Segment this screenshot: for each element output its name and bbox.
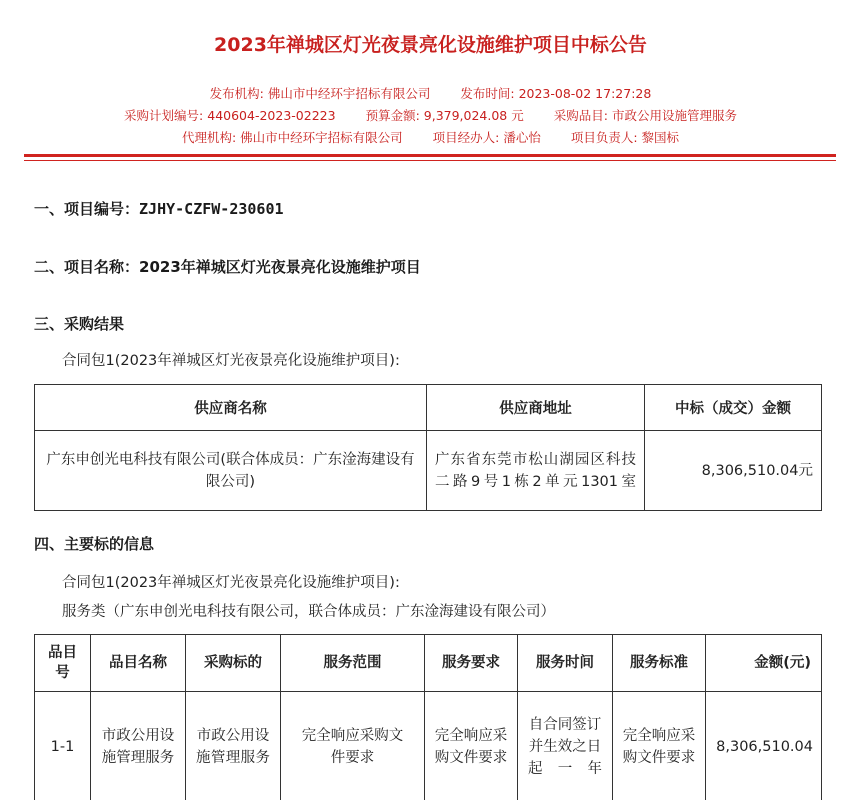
col-award-amount: 中标（成交）金额 bbox=[645, 385, 822, 431]
section-procurement-result: 三、采购结果 bbox=[34, 315, 125, 333]
section-2-label: 二、项目名称： bbox=[34, 258, 140, 276]
agency-label: 代理机构: bbox=[181, 130, 237, 145]
result-table-header bbox=[35, 385, 822, 431]
budget-label: 预算金额: bbox=[365, 108, 420, 123]
procurement-target-cell: 市政公用设施管理服务 bbox=[186, 692, 281, 800]
col-procurement-target: 采购标的 bbox=[186, 635, 281, 692]
supplier-name-cell: 广东申创光电科技有限公司(联合体成员：广东淦海建设有限公司) bbox=[35, 431, 427, 511]
publish-time-label: 发布时间: bbox=[460, 86, 515, 101]
publisher-value: 佛山市中经环宇招标有限公司 bbox=[267, 86, 431, 101]
agency-value: 佛山市中经环宇招标有限公司 bbox=[240, 130, 403, 145]
table-row bbox=[35, 692, 822, 800]
items-package-label: 合同包1(2023年禅城区灯光夜景亮化设施维护项目): bbox=[62, 575, 400, 591]
col-service-scope: 服务范围 bbox=[281, 635, 425, 692]
publisher-label: 发布机构: bbox=[209, 86, 264, 101]
manager-value: 潘心怡 bbox=[503, 130, 541, 145]
publisher-pair bbox=[210, 84, 431, 102]
supplier-address-cell: 广东省东莞市松山湖园区科技二路9号1栋2单元1301室 bbox=[427, 431, 645, 511]
service-category-label: 服务类（广东申创光电科技有限公司，联合体成员：广东淦海建设有限公司） bbox=[62, 604, 555, 620]
items-table bbox=[34, 634, 822, 800]
category-label: 采购品目: bbox=[553, 108, 608, 123]
leader-label: 项目负责人: bbox=[570, 130, 638, 145]
project-number-value: ZJHY-CZFW-230601 bbox=[139, 200, 284, 218]
meta-row-1 bbox=[0, 84, 861, 102]
publish-time-pair bbox=[460, 84, 651, 102]
header-divider-thin bbox=[24, 160, 836, 161]
item-name-cell: 市政公用设施管理服务 bbox=[91, 692, 186, 800]
item-amount-cell: 8,306,510.04 bbox=[706, 692, 822, 800]
table-row bbox=[35, 431, 822, 511]
col-item-name: 品目名称 bbox=[91, 635, 186, 692]
leader-value: 黎国标 bbox=[641, 130, 680, 145]
service-requirement-cell: 完全响应采购文件要求 bbox=[425, 692, 518, 800]
page-title: 2023年禅城区灯光夜景亮化设施维护项目中标公告 bbox=[214, 34, 647, 56]
category-pair bbox=[554, 106, 737, 124]
plan-no-label: 采购计划编号: bbox=[124, 108, 204, 123]
col-service-standard: 服务标准 bbox=[613, 635, 706, 692]
col-item-no: 品目号 bbox=[35, 635, 91, 692]
manager-label: 项目经办人: bbox=[432, 130, 500, 145]
leader-pair bbox=[571, 128, 679, 146]
manager-pair bbox=[433, 128, 541, 146]
result-package-label: 合同包1(2023年禅城区灯光夜景亮化设施维护项目): bbox=[62, 353, 400, 369]
publish-time-value: 2023-08-02 17:27:28 bbox=[518, 86, 652, 101]
category-value: 市政公用设施管理服务 bbox=[611, 108, 737, 123]
service-standard-cell: 完全响应采购文件要求 bbox=[613, 692, 706, 800]
section-1-label: 一、项目编号： bbox=[34, 200, 140, 218]
plan-no-pair bbox=[124, 106, 336, 124]
service-scope-cell: 完全响应采购文件要求 bbox=[281, 692, 425, 800]
service-time-cell: 自合同签订并生效之日起一年 bbox=[518, 692, 613, 800]
col-service-time: 服务时间 bbox=[518, 635, 613, 692]
project-name-value: 2023年禅城区灯光夜景亮化设施维护项目 bbox=[139, 258, 421, 276]
budget-value: 9,379,024.08 元 bbox=[423, 108, 524, 123]
result-table bbox=[34, 384, 822, 511]
col-service-requirement: 服务要求 bbox=[425, 635, 518, 692]
agency-pair bbox=[182, 128, 403, 146]
items-table-header bbox=[35, 635, 822, 692]
budget-pair bbox=[366, 106, 524, 124]
meta-row-3 bbox=[0, 128, 861, 146]
plan-no-value: 440604-2023-02223 bbox=[207, 108, 336, 123]
col-supplier-name: 供应商名称 bbox=[35, 385, 427, 431]
section-project-number bbox=[34, 198, 284, 219]
header-divider-thick bbox=[24, 154, 836, 157]
item-no-cell: 1-1 bbox=[35, 692, 91, 800]
section-main-items: 四、主要标的信息 bbox=[34, 535, 155, 553]
award-amount-cell: 8,306,510.04元 bbox=[645, 431, 822, 511]
meta-row-2 bbox=[0, 106, 861, 124]
col-amount: 金额(元) bbox=[706, 635, 822, 692]
col-supplier-address: 供应商地址 bbox=[427, 385, 645, 431]
section-project-name bbox=[34, 256, 421, 277]
